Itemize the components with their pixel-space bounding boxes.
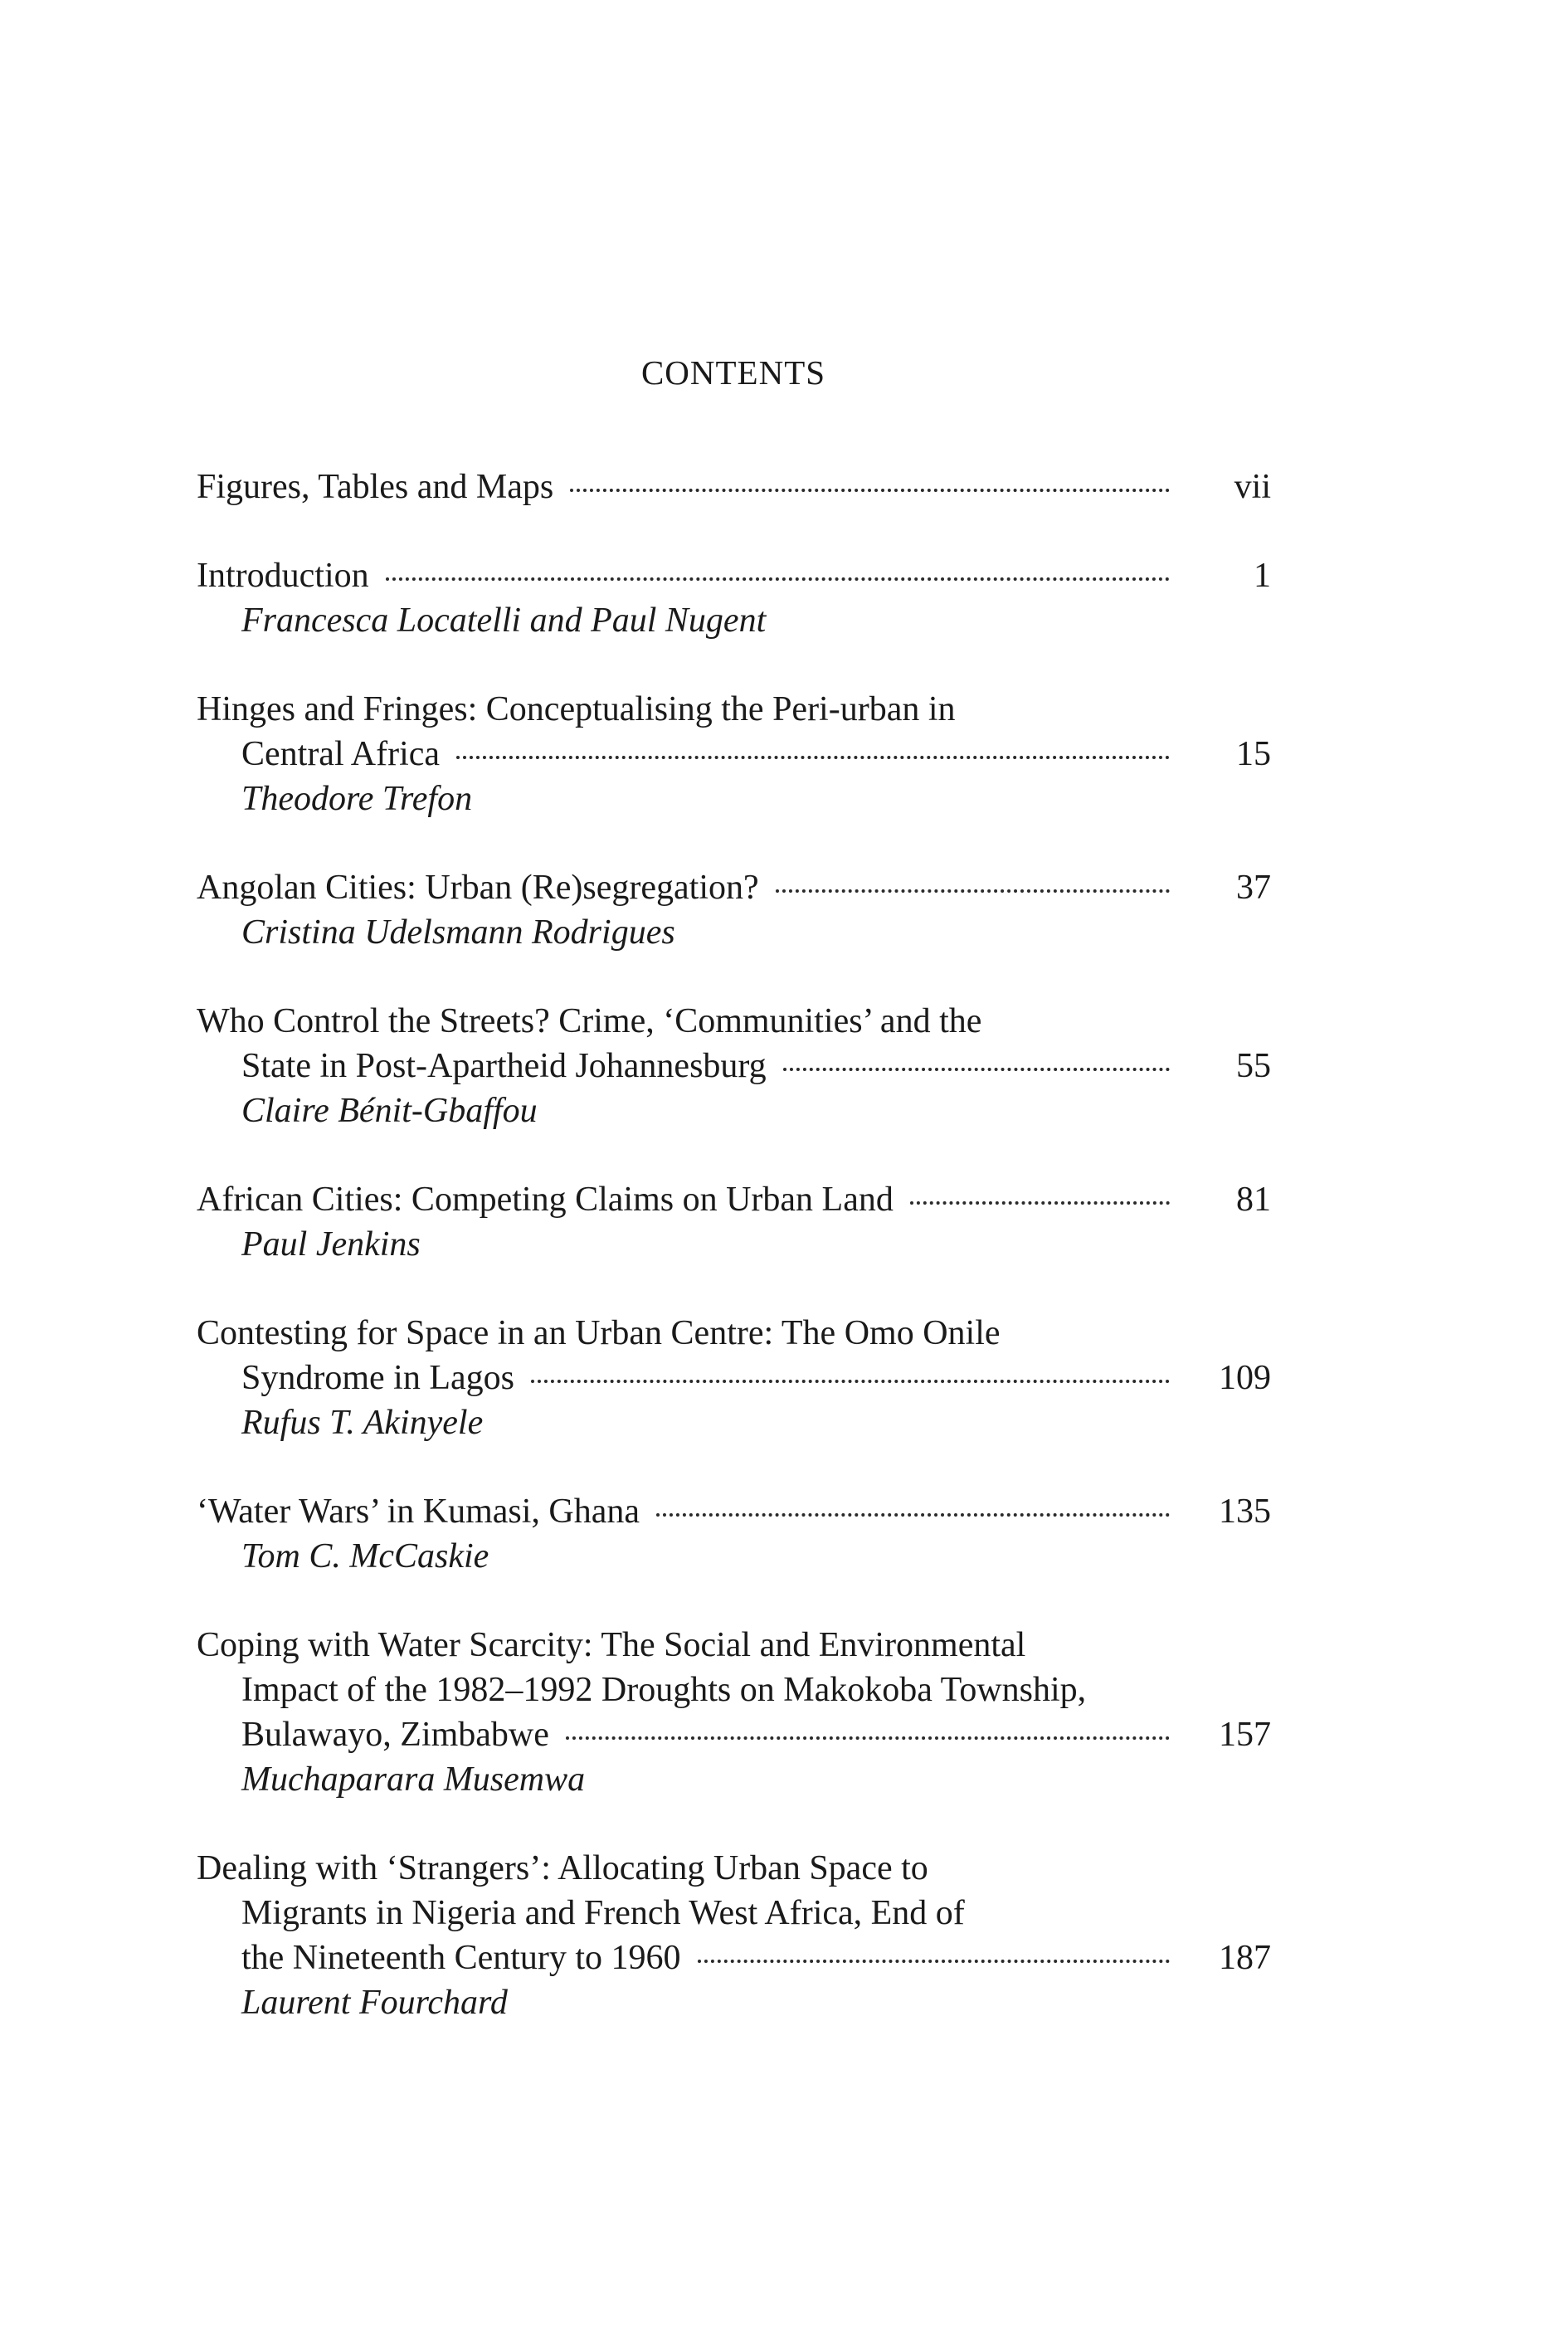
entry-author: Theodore Trefon — [241, 780, 473, 818]
dot-leader — [566, 1736, 1170, 1740]
entry-title-continued: Central Africa — [241, 735, 441, 773]
entry-title-line — [197, 1044, 1271, 1088]
entry-title: ‘Water Wars’ in Kumasi, Ghana — [197, 1493, 640, 1531]
page-number: 1 — [1254, 557, 1271, 595]
page-number: vii — [1234, 468, 1271, 506]
dot-leader — [386, 577, 1170, 581]
dot-leader — [776, 889, 1170, 893]
page-number: 187 — [1219, 1939, 1271, 1977]
page-number: 135 — [1219, 1493, 1271, 1531]
entry-title-continued: Bulawayo, Zimbabwe — [241, 1716, 549, 1754]
dot-leader — [698, 1960, 1170, 1963]
dot-leader — [783, 1068, 1170, 1071]
table-of-contents — [197, 465, 1271, 2069]
entry-title-line — [197, 1891, 1271, 1936]
dot-leader — [656, 1513, 1170, 1517]
entry-title-line — [197, 1177, 1271, 1222]
entry-author: Claire Bénit-Gbaffou — [241, 1092, 538, 1130]
entry-title-continued: Impact of the 1982–1992 Droughts on Makokoba Township, — [241, 1671, 1087, 1709]
toc-entry[interactable] — [197, 553, 1271, 643]
entry-author: Laurent Fourchard — [241, 1984, 508, 2022]
dot-leader — [910, 1201, 1170, 1205]
entry-title: Hinges and Fringes: Conceptualising the Peri-urban in — [197, 690, 956, 728]
dot-leader — [456, 756, 1170, 759]
entry-title-line — [197, 687, 1271, 732]
toc-entry[interactable] — [197, 687, 1271, 821]
entry-title-line — [197, 1712, 1271, 1757]
dot-leader — [531, 1380, 1170, 1383]
entry-author: Cristina Udelsmann Rodrigues — [241, 913, 675, 952]
page-number: 55 — [1236, 1047, 1271, 1085]
entry-title-continued: Syndrome in Lagos — [241, 1359, 514, 1397]
entry-title-line — [197, 1623, 1271, 1668]
dot-leader — [570, 489, 1170, 492]
toc-entry[interactable] — [197, 1623, 1271, 1802]
entry-title-line — [197, 1489, 1271, 1534]
toc-entry[interactable] — [197, 865, 1271, 955]
entry-title-line — [197, 732, 1271, 777]
entry-title-line — [197, 465, 1271, 509]
entry-title-line — [197, 865, 1271, 910]
entry-author: Muchaparara Musemwa — [241, 1760, 586, 1799]
entry-title: Figures, Tables and Maps — [197, 468, 554, 506]
entry-title-line — [197, 1936, 1271, 1980]
entry-title-line — [197, 1356, 1271, 1400]
page-title: CONTENTS — [640, 353, 826, 392]
page-number: 81 — [1236, 1181, 1271, 1219]
toc-entry[interactable] — [197, 1846, 1271, 2025]
entry-title: Contesting for Space in an Urban Centre: The Omo Onile — [197, 1314, 1001, 1352]
entry-title-line — [197, 1846, 1271, 1891]
entry-author: Rufus T. Akinyele — [241, 1404, 484, 1442]
page-number: 37 — [1236, 869, 1271, 907]
entry-title-line — [197, 999, 1271, 1044]
entry-title-line — [197, 553, 1271, 598]
entry-author: Paul Jenkins — [241, 1225, 421, 1264]
entry-author: Francesca Locatelli and Paul Nugent — [241, 601, 767, 640]
entry-title: African Cities: Competing Claims on Urban Land — [197, 1181, 894, 1219]
toc-entry[interactable] — [197, 465, 1271, 509]
page-number: 15 — [1236, 735, 1271, 773]
toc-entry[interactable] — [197, 999, 1271, 1133]
entry-author: Tom C. McCaskie — [241, 1537, 489, 1575]
entry-title-line — [197, 1311, 1271, 1356]
entry-title: Dealing with ‘Strangers’: Allocating Urban Space to — [197, 1849, 928, 1887]
toc-entry[interactable] — [197, 1177, 1271, 1267]
toc-entry[interactable] — [197, 1489, 1271, 1579]
entry-title-continued: Migrants in Nigeria and French West Africa, End of — [241, 1894, 965, 1932]
entry-title-continued: State in Post-Apartheid Johannesburg — [241, 1047, 767, 1085]
entry-title: Introduction — [197, 557, 369, 595]
entry-title: Angolan Cities: Urban (Re)segregation? — [197, 869, 759, 907]
entry-title-continued: the Nineteenth Century to 1960 — [241, 1939, 681, 1977]
entry-title: Coping with Water Scarcity: The Social and Environmental — [197, 1626, 1026, 1664]
entry-title-line — [197, 1668, 1271, 1712]
toc-entry[interactable] — [197, 1311, 1271, 1445]
page-number: 109 — [1219, 1359, 1271, 1397]
page-number: 157 — [1219, 1716, 1271, 1754]
entry-title: Who Control the Streets? Crime, ‘Communities’ and the — [197, 1002, 982, 1040]
